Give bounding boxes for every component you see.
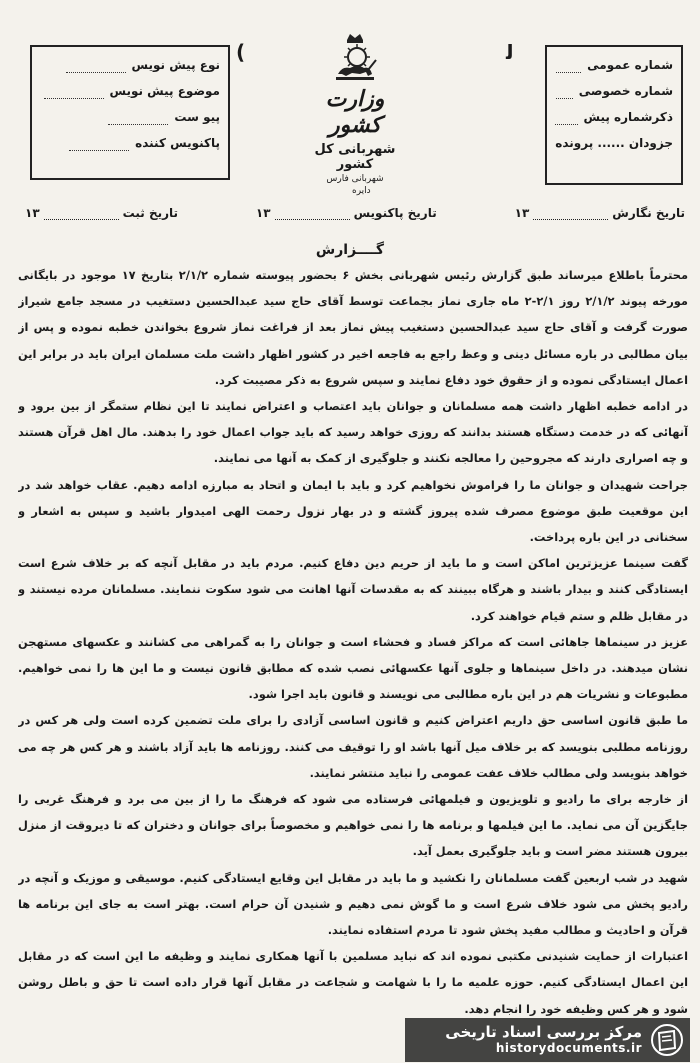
ministry-name: وزارت کشور — [325, 86, 385, 138]
draft-type-row: نوع پیش نویس — [40, 53, 220, 79]
body-paragraph: از خارجه برای ما رادیو و تلویزیون و فیلمهائی فرستاده می شود که فرهنگ ما را از بین می برد و فرهنگ غربی را جایگزین آن می نماید. ما این فیلمها و برنامه ها را نمی خواهیم و مخصوصاً برای جوانان و دختران که تا دیروقت از منزل بیرون هستند مضر است و باید جلوگیری بعمل آید. — [18, 792, 688, 859]
body-paragraph: عزیز در سینماها جاهائی است که مراکز فساد و فحشاء است و جوانان را به گمراهی می کشانند و عکسهای مستهجن نشان میدهند. در داخل سینماها و جلوی آنها عکسهائی نصب شده که مطابق قانون نیست و ما این ها را نمی خواهیم. مطبوعات و نشریات هم در این باره مطالبی می نویسند و قانون باید اجرا شود. — [18, 634, 688, 702]
general-number-row: شماره عمومی — [555, 53, 673, 79]
body-paragraph: ما طبق قانون اساسی حق داریم اعتراض کنیم و قانون اساسی آزادی را برای ملت تضمین کرده است ولی هر کس در روزنامه مطلبی بنویسد که بر خلاف میل آنها باشد او را توقیف می کنند. روزنامه ها باید آزاد باشند و هر کس هر چه می خواهد بنویسد ولی مطالب خلاف عفت عمومی را نباید منتشر نمایند. — [18, 713, 688, 780]
draft-subject-row: موضوع پیش نویس — [40, 79, 220, 105]
letterhead — [300, 30, 410, 184]
archive-name: مرکز بررسی اسناد تاریخی — [445, 1023, 642, 1042]
office-name: شهربانی کل کشور — [314, 142, 396, 172]
private-number-row: شماره خصوصی — [555, 79, 673, 105]
writing-date: تاریخ نگارش ۱۳ — [514, 206, 685, 220]
body-paragraph: در ادامه خطبه اظهار داشت همه مسلمانان و جوانان باید اعتصاب و اعتراض نمایند تا این نظام ستمگر از بین برود و آنهائی که در خدمت دستگاه هستند بدانند که روزی خواهد رسید که باید جواب اعمال خود را بدهند. مال اهل قرآن هستند و چه اصراری دارند که مجروحین را معالجه نکنند و جلوگیری از کمک به آنها می نمایند. — [18, 399, 688, 466]
previous-number-row: ذکرشماره پیش — [555, 105, 673, 131]
report-title: گــــزارش — [315, 242, 385, 258]
clean-copy-writer-row: پاکنویس کننده — [40, 131, 220, 157]
city-office-name: شهربانی فارس — [326, 174, 384, 184]
body-paragraph: شهید در شب اربعین گفت مسلمانان را نکشید و ما باید در مقابل این وقایع ایستادگی کنیم. موسیقی و موزیک و آنچه در رادیو پخش می شود خلاف شرع است و ما گوش نمی دهیم و شنیدن آن حرام است. بهتر است به جای این برنامه ها قرآن و احادیث و مطالب مفید پخش شود تا مردم استفاده نمایند. — [18, 870, 688, 938]
archive-logo-icon — [650, 1023, 684, 1057]
archive-watermark — [405, 1018, 690, 1062]
corner-mark-right: ﻟ — [506, 40, 514, 64]
attachment-row: پیو ست — [40, 105, 220, 131]
archive-url: historydocuments.ir — [495, 1040, 642, 1055]
reference-box — [545, 45, 683, 185]
department-label: دایره — [352, 186, 371, 196]
file-folder-row: جزودان ...... پرونده — [555, 136, 673, 150]
date-row — [25, 202, 685, 224]
draft-info-box — [30, 45, 230, 180]
corner-mark-left: ( — [236, 40, 246, 64]
body-paragraph: جراحت شهیدان و جوانان ما را فراموش نخواهیم کرد و باید با ایمان و اتحاد به مبارزه ادامه دهیم. عقاب خواهد شد در این موقعیت طبق موضوع مصرف شده پیروز گشته و در بهار نزول رحمت الهی امیدوار باشید و سپس به اشعار و سخنانی در این باره پرداخت. — [18, 477, 688, 545]
body-paragraph: اعتبارات از حمایت شنیدنی مکتبی نموده اند که نباید مسلمین با آنها همکاری نمایند و وظیفه ما این است که در مقابل این اعمال ایستادگی کنیم. حوزه علمیه ما را با شهامت و شجاعت در مقابل آنها قرار داده است تا حق و باطل روشن شود و هر کس وظیفه خود را انجام دهد. — [18, 949, 688, 1016]
lion-and-sun-emblem-icon — [330, 30, 380, 82]
body-paragraph: گفت سینما عزیزترین اماکن است و ما باید از حریم دین دفاع کنیم. مردم باید در مقابل آنچه که بر خلاف شرع است ایستادگی کنند و بیدار باشند و هرگاه ببینند که به مقدسات آنها اهانت می شود سکوت ننمایند. مسلمانان مرده نیستند و در مقابل ظلم و ستم قیام خواهند کرد. — [18, 556, 688, 623]
body-paragraph: محترماً باطلاع میرساند طبق گزارش رئیس شهربانی بخش ۶ بحضور پیوسته شماره ۲/۱/۲ بتاریخ ۱۷ موجود در بایگانی مورخه پیوند ۲/۱/۲ روز ۲/۱-۲ ماه جاری نماز بجماعت توسط آقای حاج سید عبدالحسین دستغیب در مسجد جامع شیراز صورت گرفت و آقای حاج سید عبدالحسین دستغیب پیش نماز بعد از فراغت نماز شروع بخواندن خطبه نموده و پس از بیان مطالبی در باره مسائل دینی و وعظ راجع به فاجعه اخیر در کشور اظهار داشت ملت مسلمان ایران باید در برابر این اعمال ایستادگی نموده و از حقوق خود دفاع نمایند و سپس شروع به ذکر مصیبت کرد. — [18, 268, 688, 387]
registration-date: تاریخ ثبت ۱۳ — [25, 206, 179, 220]
report-body — [18, 262, 688, 1022]
clean-copy-date: تاریخ پاکنویس ۱۳ — [255, 206, 437, 220]
